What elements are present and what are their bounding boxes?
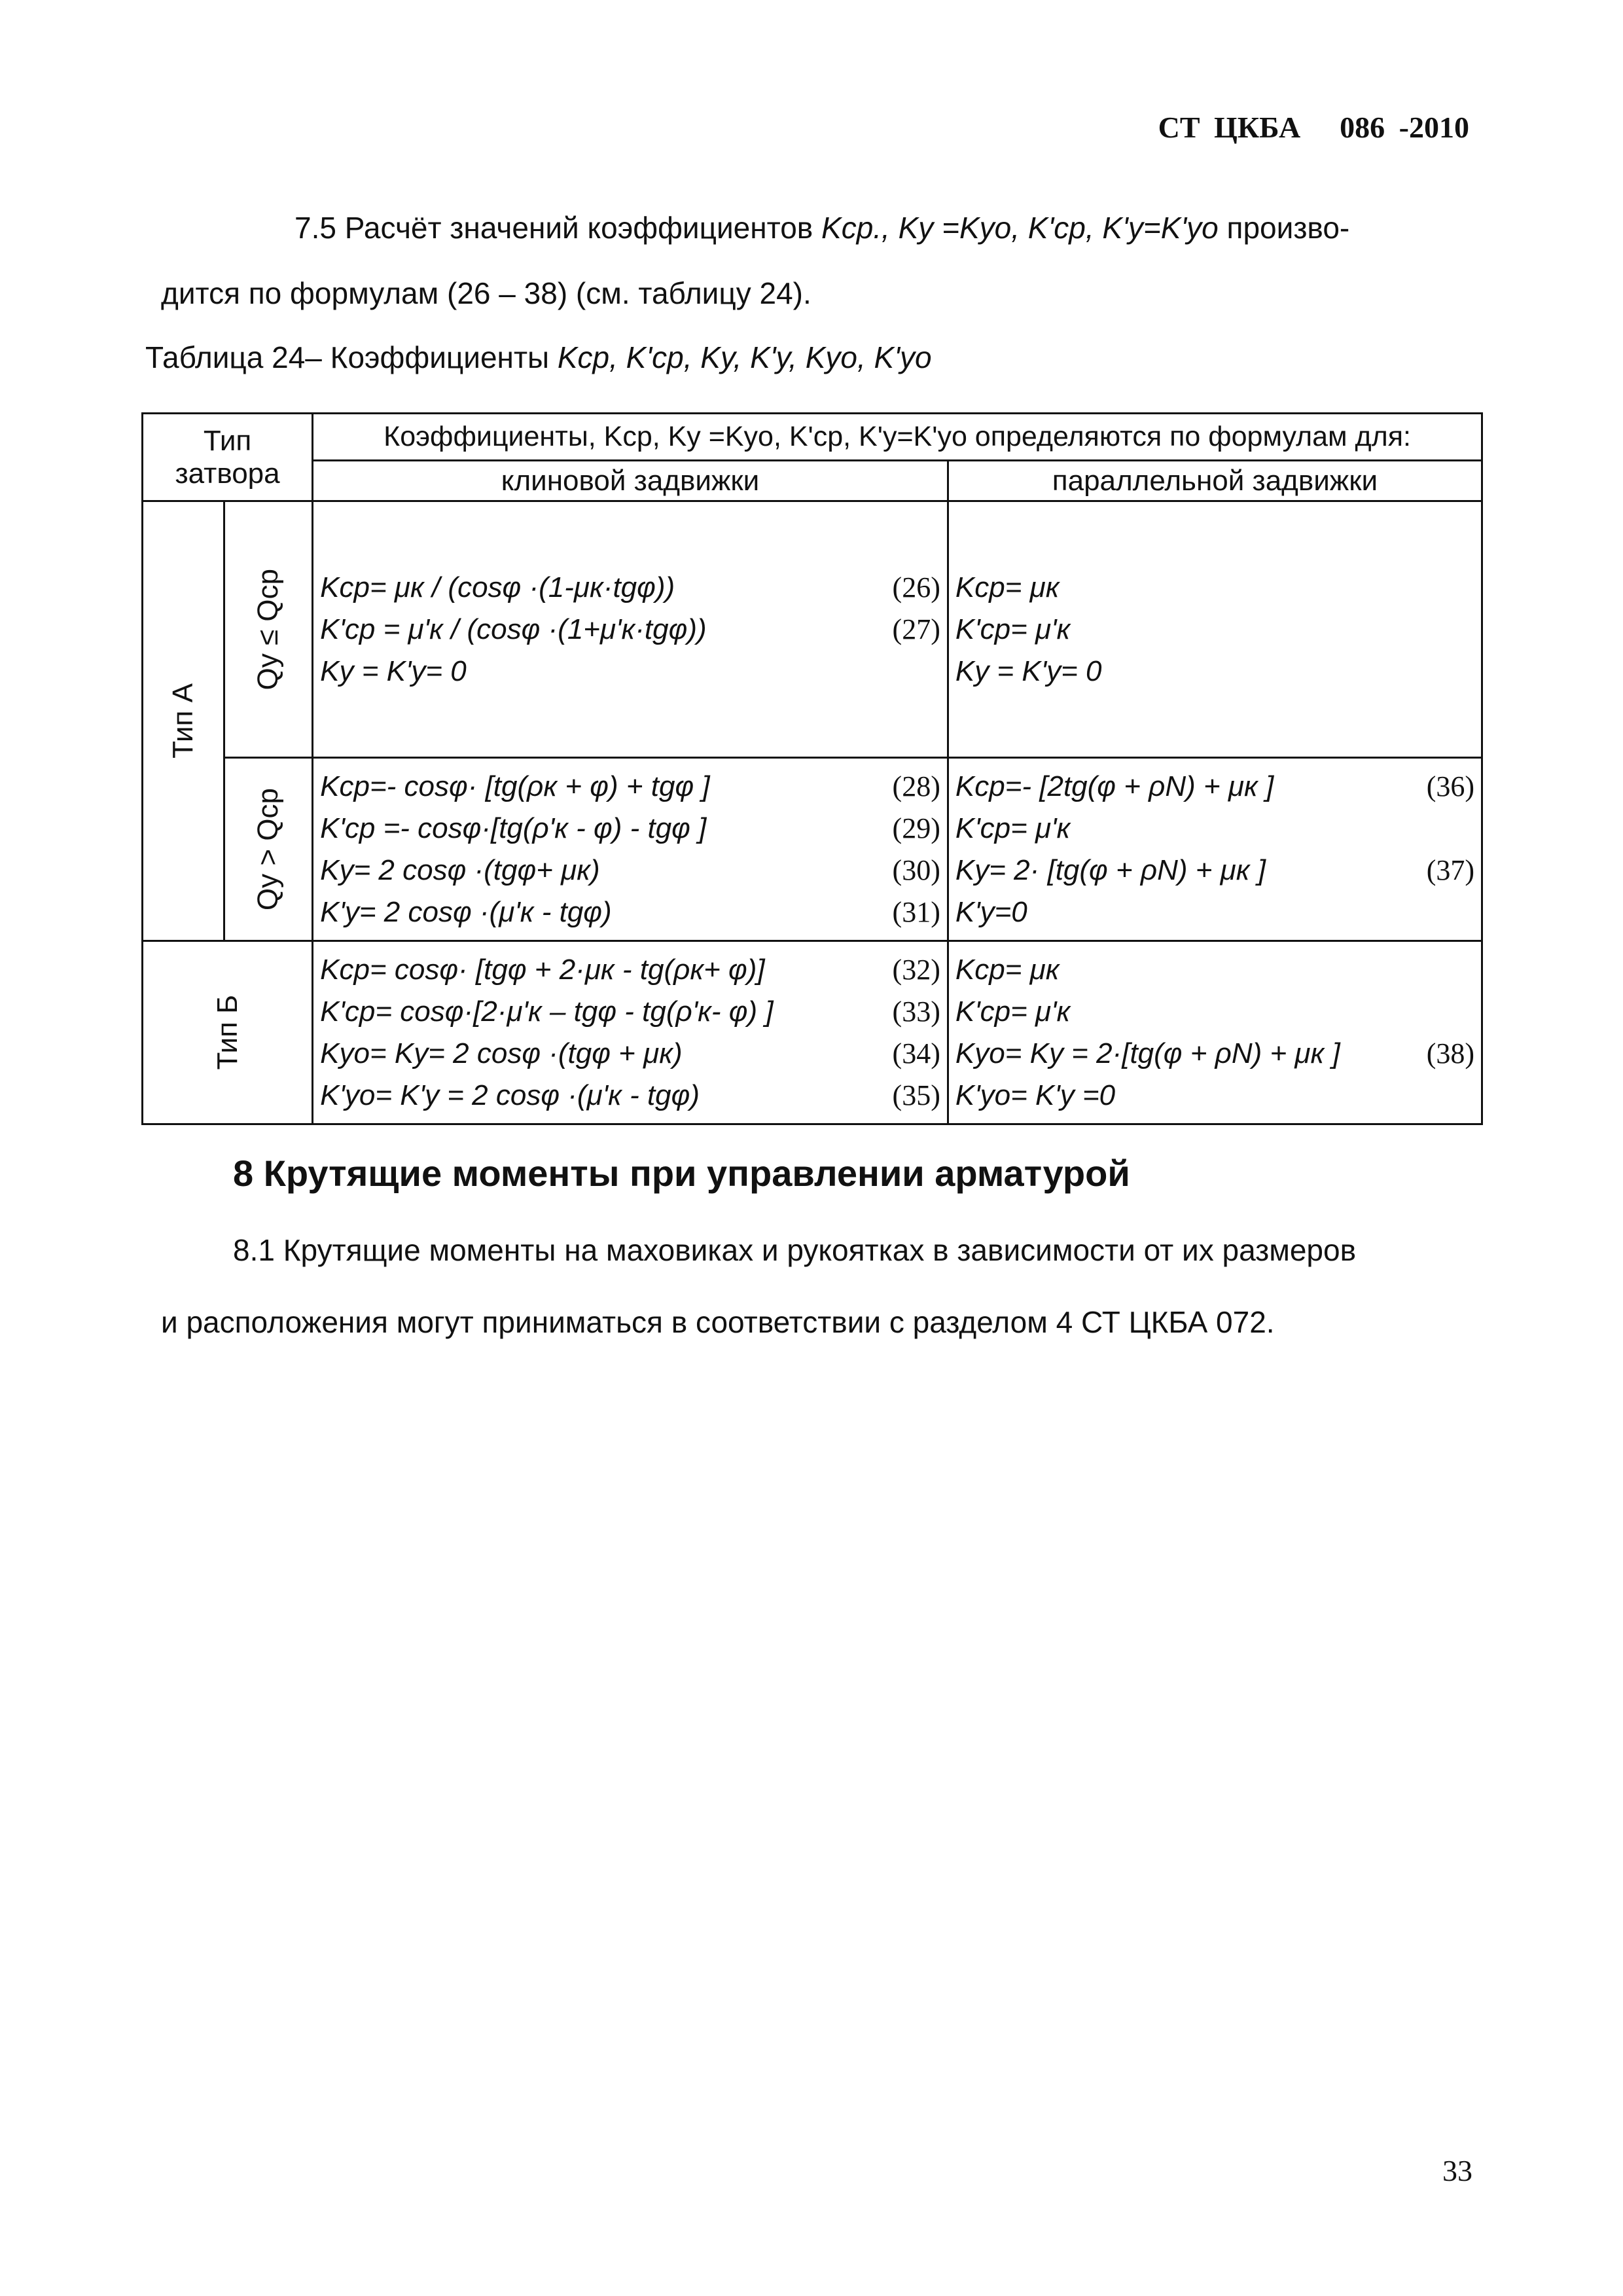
formula-line (955, 1033, 1474, 1075)
formula-text: K'yо= K'y = 2 cosφ ·(μ'к - tgφ) (320, 1079, 700, 1111)
formula-line (320, 808, 940, 850)
document-header (1158, 110, 1469, 145)
doc-code: СТ ЦКБА (1158, 111, 1301, 144)
formula-line (320, 891, 940, 933)
formula-line (320, 766, 940, 808)
formula-line (320, 991, 940, 1033)
formula-number: (35) (892, 1079, 940, 1111)
formula-text: Ky= 2· [tg(φ + ρN) + μк ] (955, 853, 1266, 886)
formula-text: Kср= μк / (cosφ ·(1-μк·tgφ)) (320, 571, 675, 603)
formula-line (955, 766, 1474, 808)
formula-line (320, 1075, 940, 1117)
type-header: Тип затвора (143, 414, 313, 501)
coef-header: Коэффициенты, Kср, Ky =Kyо, K'ср, K'y=K'yо определяются по формулам для: (313, 414, 1482, 461)
b-parallel-cell (948, 941, 1482, 1124)
formula-number: (30) (892, 853, 940, 886)
formula-text: Kср= μк (955, 953, 1060, 986)
formula-text: K'y= 2 cosφ ·(μ'к - tgφ) (320, 895, 612, 928)
para-8-1-line1: 8.1 Крутящие моменты на маховиках и рукоятках в зависимости от их размеров (233, 1233, 1357, 1267)
formula-text: Kср= cosφ· [tgφ + 2·μк - tg(ρк+ φ)] (320, 953, 765, 986)
a1-wedge-cell (313, 501, 948, 758)
formula-number: (36) (1426, 770, 1474, 802)
formula-text: Ky = K'y= 0 (320, 655, 467, 687)
formula-text: K'ср = μ'к / (cosφ ·(1+μ'к·tgφ)) (320, 613, 707, 645)
formula-text: K'ср= μ'к (955, 995, 1071, 1028)
formula-line (320, 949, 940, 991)
coef-symbols: Kср., Ky =Kyо, K'ср, K'y=K'yо (821, 211, 1219, 245)
parallel-header: параллельной задвижки (948, 461, 1482, 501)
formula-number: (32) (892, 953, 940, 986)
b-wedge-cell (313, 941, 948, 1124)
formula-number: (28) (892, 770, 940, 802)
formula-text: Kyо= Ky= 2 cosφ ·(tgφ + μк) (320, 1037, 683, 1069)
formula-line (955, 808, 1474, 850)
formula-number: (29) (892, 812, 940, 844)
type-b-cell: Тип Б (143, 941, 313, 1124)
formula-number: (26) (892, 571, 940, 603)
section-8-heading: 8 Крутящие моменты при управлении арматурой (233, 1153, 1130, 1194)
cond-2-cell: Qy > Qср (224, 758, 313, 941)
formula-line (320, 850, 940, 891)
formula-number: (34) (892, 1037, 940, 1069)
doc-number: 086 -2010 (1340, 111, 1469, 144)
formula-line (955, 891, 1474, 933)
wedge-header: клиновой задвижки (313, 461, 948, 501)
para-7-5-line1: 7.5 Расчёт значений коэффициентов Kср., Ky =Kyо, K'ср, K'y=K'yо произво- (294, 211, 1350, 245)
formula-line (955, 609, 1474, 651)
formula-text: Kyо= Ky = 2·[tg(φ + ρN) + μк ] (955, 1037, 1340, 1069)
formula-text: K'yо= K'y =0 (955, 1079, 1116, 1111)
formula-text: Kср=- [2tg(φ + ρN) + μк ] (955, 770, 1274, 802)
formula-line (320, 567, 940, 609)
page-number: 33 (1442, 2154, 1472, 2187)
a1-parallel-cell (948, 501, 1482, 758)
formula-text: Ky = K'y= 0 (955, 655, 1102, 687)
formula-line (320, 609, 940, 651)
formula-number: (33) (892, 995, 940, 1028)
formula-line (955, 1075, 1474, 1117)
formula-text: Kср= μк (955, 571, 1060, 603)
formula-line (955, 567, 1474, 609)
para-7-5-line2: дится по формулам (26 – 38) (см. таблицу 24). (161, 276, 812, 310)
formula-text: Ky= 2 cosφ ·(tgφ+ μк) (320, 853, 600, 886)
para-8-1-line2: и расположения могут приниматься в соответствии с разделом 4 СТ ЦКБА 072. (161, 1305, 1275, 1339)
formula-line (955, 991, 1474, 1033)
formula-line (955, 651, 1474, 692)
coefficients-table (141, 412, 1483, 1125)
cond-1-cell: Qy ≤ Qср (224, 501, 313, 758)
table-caption: Таблица 24– Коэффициенты Kср, K'ср, Ky, K'y, Kyо, K'yо (145, 340, 932, 374)
type-a-cell: Тип А (143, 501, 224, 941)
formula-number: (37) (1426, 853, 1474, 886)
formula-line (955, 850, 1474, 891)
formula-text: K'y=0 (955, 895, 1027, 928)
formula-number: (27) (892, 613, 940, 645)
formula-number: (31) (892, 895, 940, 928)
formula-text: K'ср= μ'к (955, 812, 1071, 844)
formula-text: K'ср= cosφ·[2·μ'к – tgφ - tg(ρ'к- φ) ] (320, 995, 774, 1028)
a2-wedge-cell (313, 758, 948, 941)
formula-text: K'ср= μ'к (955, 613, 1071, 645)
formula-text: K'ср =- cosφ·[tg(ρ'к - φ) - tgφ ] (320, 812, 707, 844)
formula-line (320, 651, 940, 692)
a2-parallel-cell (948, 758, 1482, 941)
formula-number: (38) (1426, 1037, 1474, 1069)
formula-line (955, 949, 1474, 991)
formula-text: Kср=- cosφ· [tg(ρк + φ) + tgφ ] (320, 770, 710, 802)
formula-line (320, 1033, 940, 1075)
